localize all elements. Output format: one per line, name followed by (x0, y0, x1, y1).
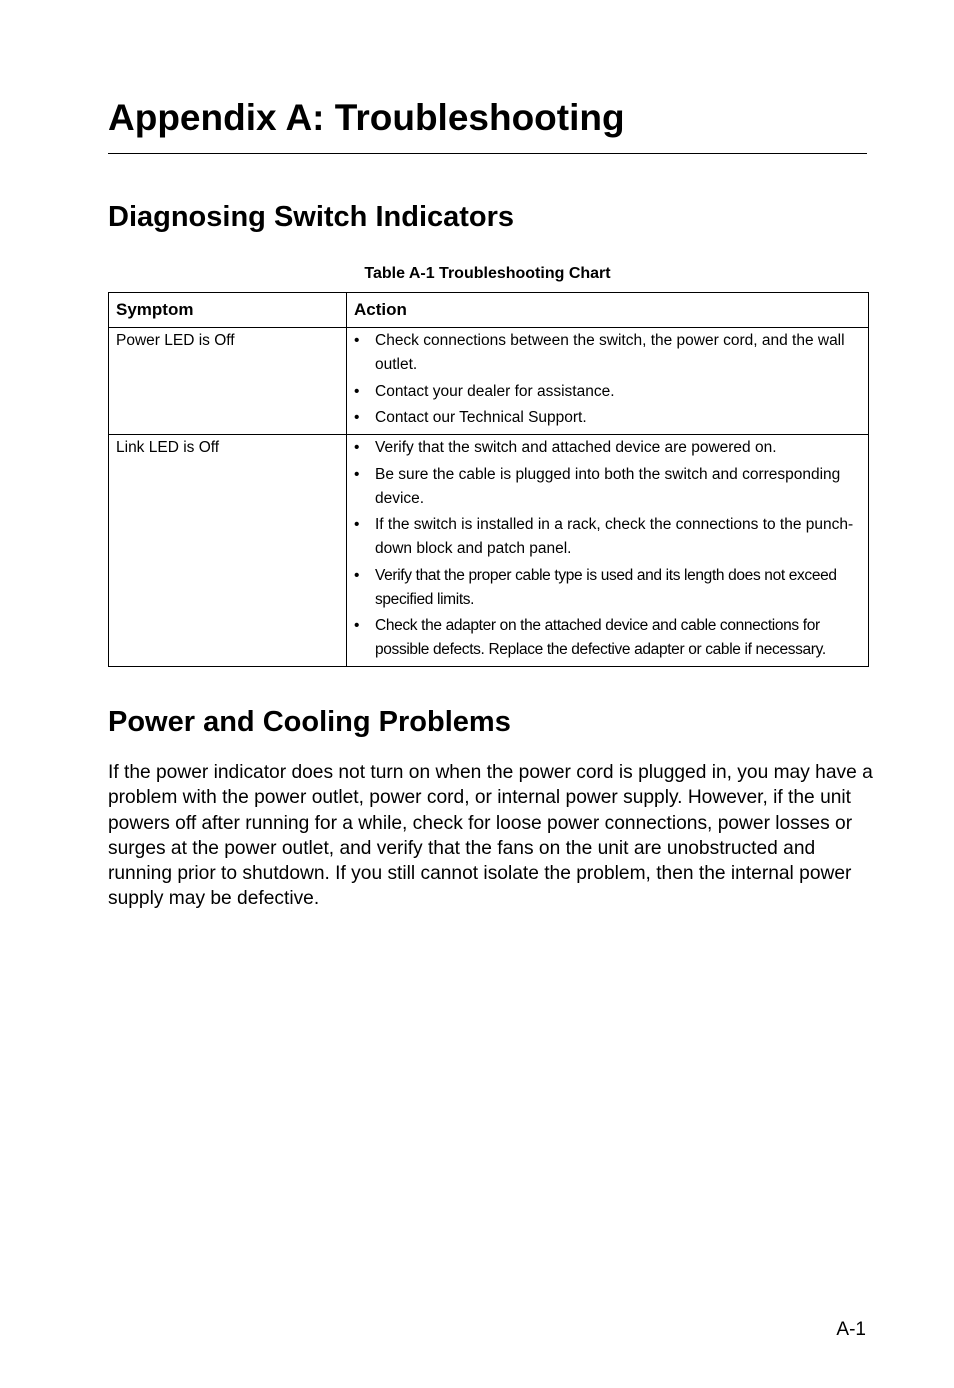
list-item (354, 463, 862, 511)
action-text: If the switch is installed in a rack, check the connections to the punch-down block and patch panel. (375, 516, 854, 557)
page-title: Appendix A: Troubleshooting (108, 97, 625, 138)
table-row (109, 435, 869, 667)
column-header-symptom: Symptom (109, 293, 347, 328)
bullet-icon: • (354, 617, 360, 634)
action-cell (347, 328, 869, 435)
troubleshooting-table (108, 292, 869, 667)
title-divider (108, 153, 867, 154)
bullet-icon: • (354, 439, 360, 456)
list-item (354, 614, 862, 662)
column-header-action: Action (347, 293, 869, 328)
action-text: Contact our Technical Support. (375, 409, 587, 426)
action-text: Contact your dealer for assistance. (375, 382, 615, 400)
list-item (354, 329, 862, 377)
list-item (354, 564, 862, 612)
bullet-icon: • (354, 382, 360, 400)
action-text: Be sure the cable is plugged into both the switch and corresponding device. (375, 465, 841, 507)
action-list (354, 436, 862, 662)
list-item (354, 513, 862, 561)
bullet-icon: • (354, 566, 360, 584)
action-cell (347, 435, 869, 667)
body-paragraph: If the power indicator does not turn on when the power cord is plugged in, you may have a problem with the power outlet, power cord, or internal power supply. However, if the unit powers off after running for a while, check for loose power connections, power losses or surges at the power outlet, and verify that the fans on the unit are unobstructed and running prior to shutdown. If you still cannot isolate the problem, then the internal power supply may be defective. (108, 762, 873, 910)
symptom-cell: Power LED is Off (109, 328, 347, 435)
bullet-icon: • (354, 465, 360, 483)
bullet-icon: • (354, 409, 360, 426)
list-item (354, 406, 862, 430)
table-caption: Table A-1 Troubleshooting Chart (364, 265, 611, 282)
action-list (354, 329, 862, 430)
section-heading-diagnosing: Diagnosing Switch Indicators (108, 201, 515, 233)
bullet-icon: • (354, 332, 360, 349)
action-text: Verify that the switch and attached device are powered on. (375, 439, 777, 456)
action-text: Check the adapter on the attached device and cable connections for possible defects. Replace the defective adapter or cable if necessary. (375, 617, 826, 658)
list-item (354, 380, 862, 404)
section-heading-power-cooling: Power and Cooling Problems (108, 706, 511, 738)
bullet-icon: • (354, 516, 360, 533)
action-text: Verify that the proper cable type is used and its length does not exceed specified limits. (375, 566, 837, 608)
action-text: Check connections between the switch, the power cord, and the wall outlet. (375, 332, 845, 373)
table-header-row (109, 293, 869, 328)
symptom-cell: Link LED is Off (109, 435, 347, 667)
page-number: A-1 (836, 1319, 866, 1340)
list-item (354, 436, 862, 460)
table-row (109, 328, 869, 435)
